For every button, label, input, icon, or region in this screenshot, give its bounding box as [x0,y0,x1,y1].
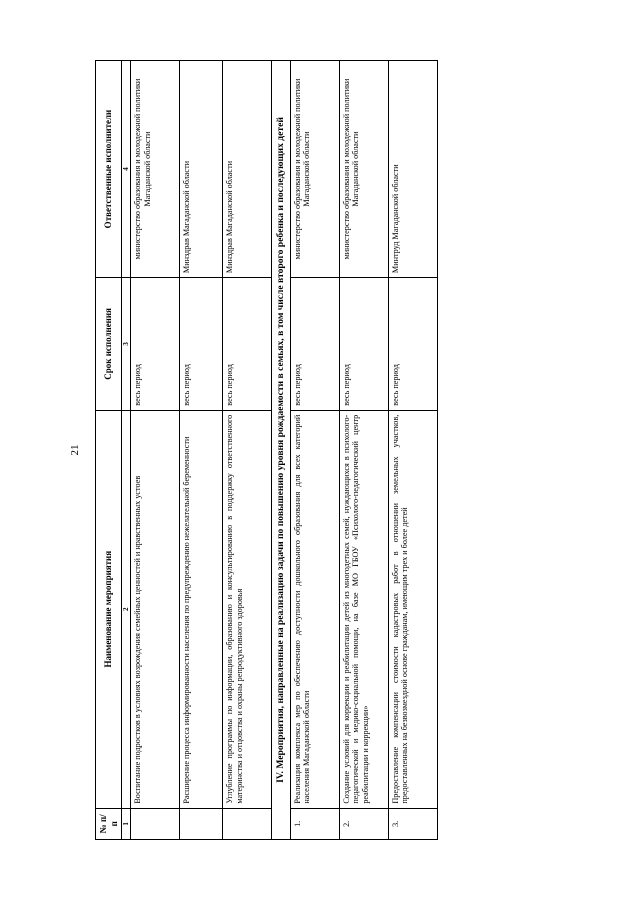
section-heading-row [272,61,290,840]
row-num [131,808,180,839]
row-name: Предоставление компенсации стоимости кадастровых работ в отношении земельных участков, предоставленных на безвозмездной основе гражданам, имеющим трех и более детей [388,410,437,808]
row-period: весь период [339,278,388,411]
table-row [180,61,223,840]
row-executors: министерство образования и молодежной политики Магаданской области [290,61,339,278]
row-name: Создание условий для коррекции и реабилитации детей из многодетных семей, нуждающихся в психолого-педагогической и медико-социальной помощи, на базе МО ГБОУ «Психолого-педагогический центр реабилитации и коррекции» [339,410,388,808]
row-period: весь период [388,278,437,411]
row-executors: министерство образования и молодежной политики Магаданской области [339,61,388,278]
page-number: 21 [69,444,81,456]
row-period: весь период [223,278,272,411]
measures-table [95,60,530,840]
column-number: 1 [122,808,131,839]
section-title: IV. Мероприятия, направленные на реализацию задачи по повышению уровня рождаемости в семьях, в том числе второго ребенка и последующих детей [272,61,290,840]
table-row [339,61,388,840]
column-number: 3 [122,278,131,411]
row-executors: Минздрав Магаданской области [223,61,272,278]
header-period: Срок исполнения [96,278,122,411]
row-period: весь период [180,278,223,411]
table-header-row [96,61,122,840]
row-executors: Минздрав Магаданской области [180,61,223,278]
row-executors: Минтруд Магаданской области [388,61,437,278]
header-num: № п/п [96,808,122,839]
column-number-row [122,61,131,840]
table-row [223,61,272,840]
row-period: весь период [131,278,180,411]
row-name: Углубление программы по информации, образованию и консультированию в поддержку ответственного материнства и отцовства и охраны репродуктивного здоровья [223,410,272,808]
row-period: весь период [290,278,339,411]
table-row [388,61,437,840]
table-row [131,61,180,840]
row-num: 2. [339,808,388,839]
table-row [290,61,339,840]
column-number: 4 [122,61,131,278]
header-executors: Ответственные исполнители [96,61,122,278]
row-num: 3. [388,808,437,839]
column-number: 2 [122,410,131,808]
row-num [180,808,223,839]
row-executors: министерство образования и молодежной политики Магаданской области [131,61,180,278]
row-num: 1. [290,808,339,839]
row-name: Расширение процесса информированности населения по предупреждению нежелательной беременности [180,410,223,808]
row-name: Реализация комплекса мер по обеспечению доступности дошкольного образования для всех категорий населения Магаданской области [290,410,339,808]
header-name: Наименование мероприятия [96,410,122,808]
row-name: Воспитание подростков в условиях возрождения семейных ценностей и нравственных устоев [131,410,180,808]
row-num [223,808,272,839]
